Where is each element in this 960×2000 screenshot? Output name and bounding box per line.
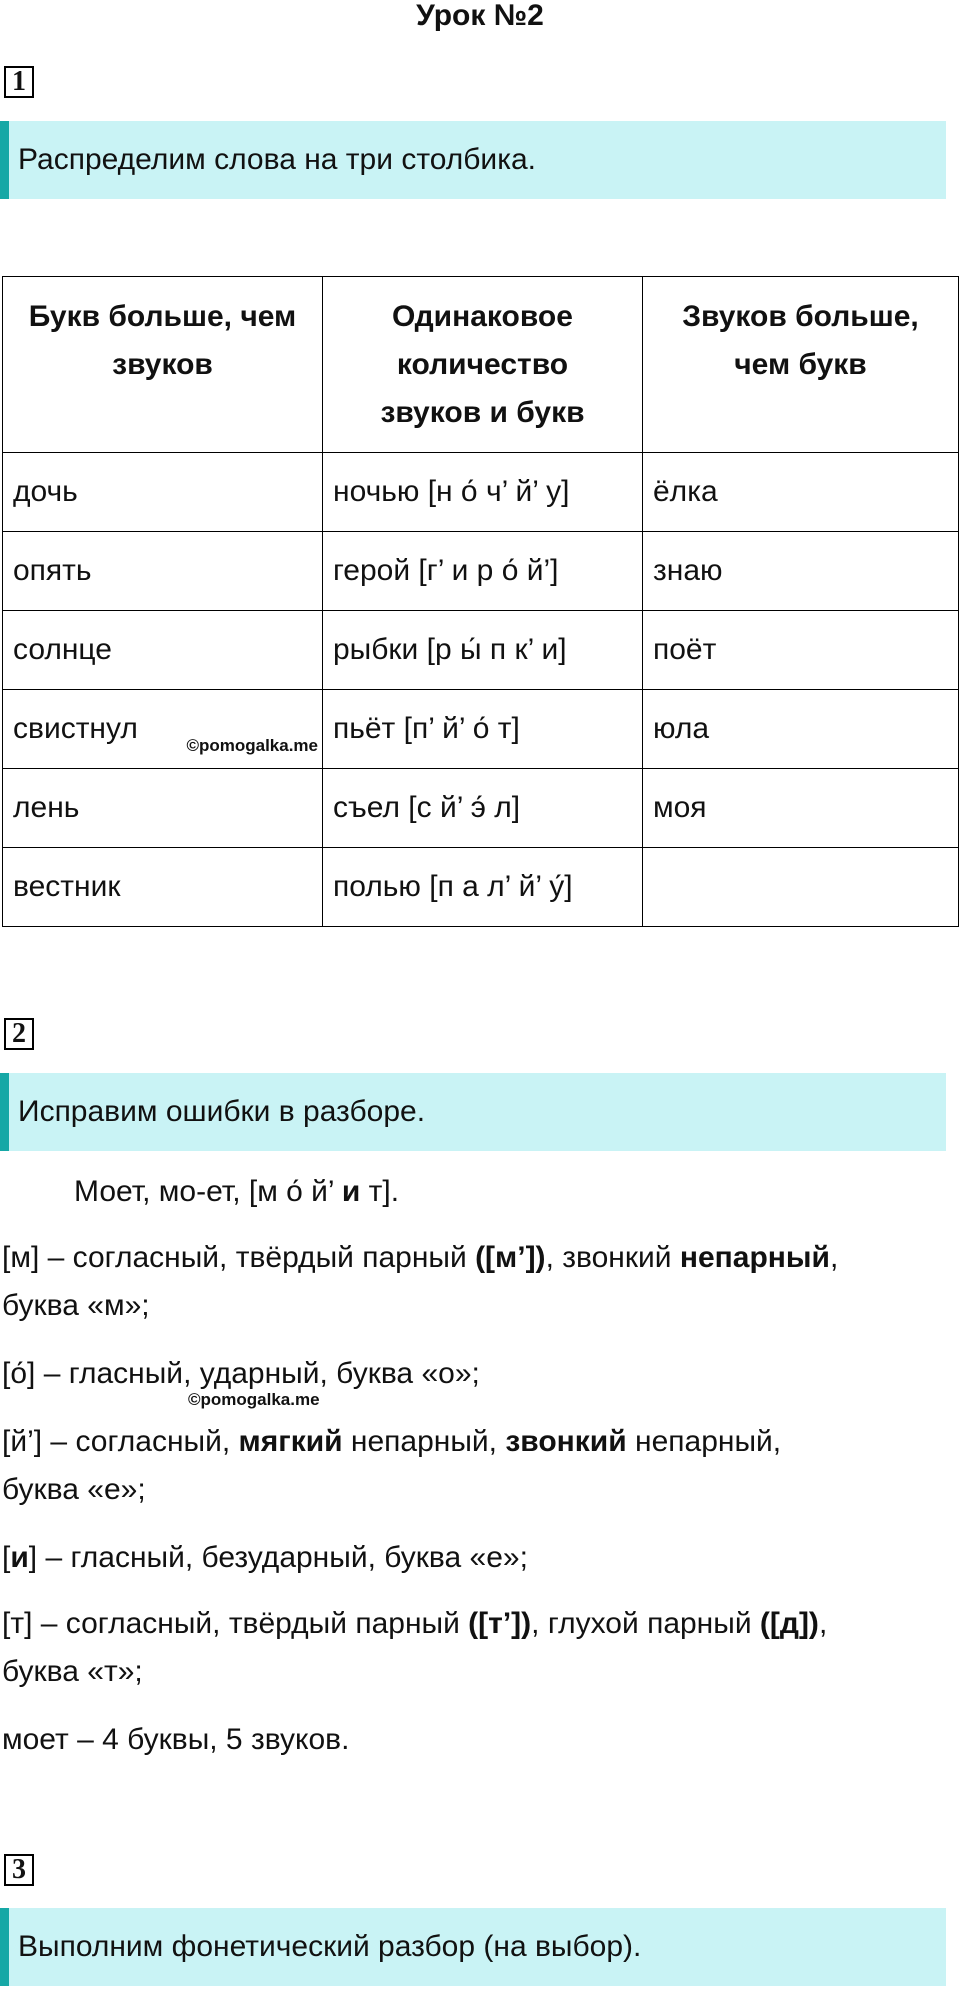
cell: дочь	[3, 453, 323, 532]
cell: солнце	[3, 611, 323, 690]
text: буква «т»;	[2, 1655, 143, 1688]
table-row	[3, 453, 959, 532]
cell: съел [с й’ э́ л]	[323, 769, 643, 848]
text: ,	[818, 1607, 828, 1640]
text: буква «м»;	[2, 1289, 150, 1322]
text: ] – гласный, безударный, буква «е»;	[28, 1541, 528, 1574]
cell	[643, 848, 959, 927]
analysis-o: [о́] – гласный, ударный, буква «о»;	[2, 1357, 480, 1390]
text: ,	[829, 1241, 839, 1274]
cell: ёлка	[643, 453, 959, 532]
cell: вестник	[3, 848, 323, 927]
lesson-title: Урок №2	[416, 0, 544, 32]
text: , звонкий	[545, 1241, 680, 1274]
task-number-2: 2	[4, 1018, 34, 1050]
cell: лень	[3, 769, 323, 848]
cell: моя	[643, 769, 959, 848]
text: [м] – согласный, твёрдый парный	[2, 1241, 476, 1274]
cell: опять	[3, 532, 323, 611]
summary: моет – 4 буквы, 5 звуков.	[2, 1723, 350, 1756]
header-equal: Одинаковое количество звуков и букв	[323, 277, 643, 453]
watermark: ©pomogalka.me	[186, 736, 318, 755]
cell: юла	[643, 690, 959, 769]
text-bold: и	[10, 1541, 29, 1574]
cell	[3, 690, 323, 769]
table-row	[3, 690, 959, 769]
task2-banner: Исправим ошибки в разборе.	[0, 1073, 946, 1151]
table-row	[3, 848, 959, 927]
text-bold: звонкий	[505, 1425, 627, 1458]
text: , глухой парный	[531, 1607, 760, 1640]
cell: знаю	[643, 532, 959, 611]
task1-banner: Распределим слова на три столбика.	[0, 121, 946, 199]
word-transcription	[74, 1168, 960, 1216]
analysis-i	[2, 1534, 952, 1582]
text: [т] – согласный, твёрдый парный	[2, 1607, 469, 1640]
text-bold: ([т’])	[468, 1607, 532, 1640]
text-bold: ([д])	[759, 1607, 819, 1640]
text-bold: ([м’])	[475, 1241, 546, 1274]
table-row	[3, 532, 959, 611]
table-row	[3, 769, 959, 848]
text: Моет, мо-ет, [м о́ й’	[74, 1175, 342, 1208]
cell: пьёт [п’ й’ о́ т]	[323, 690, 643, 769]
task-number-3: 3	[4, 1854, 34, 1886]
analysis-m	[2, 1234, 952, 1330]
task-number-1: 1	[4, 66, 34, 98]
text-bold: непарный	[679, 1241, 830, 1274]
text: [	[2, 1541, 11, 1574]
text: буква «е»;	[2, 1473, 146, 1506]
cell: полью [п а л’ й’ у́]	[323, 848, 643, 927]
task3-banner: Выполним фонетический разбор (на выбор).	[0, 1908, 946, 1986]
cell: рыбки [р ы́ п к’ и]	[323, 611, 643, 690]
text: [й’] – согласный,	[2, 1425, 239, 1458]
analysis-j	[2, 1418, 952, 1514]
cell: герой [г’ и р о́ й’]	[323, 532, 643, 611]
cell-text: свистнул	[13, 712, 138, 745]
cell: поёт	[643, 611, 959, 690]
watermark: ©pomogalka.me	[188, 1390, 320, 1409]
text: т].	[360, 1175, 400, 1208]
cell: ночью [н о́ ч’ й’ у]	[323, 453, 643, 532]
text: непарный,	[342, 1425, 506, 1458]
words-table	[2, 276, 959, 927]
table-header-row	[3, 277, 959, 453]
analysis-t	[2, 1600, 952, 1696]
text-bold: и	[341, 1175, 361, 1208]
header-more-sounds: Звуков больше, чем букв	[643, 277, 959, 453]
text: непарный,	[626, 1425, 782, 1458]
table-row	[3, 611, 959, 690]
text-bold: мягкий	[238, 1425, 343, 1458]
header-more-letters: Букв больше, чем звуков	[3, 277, 323, 453]
